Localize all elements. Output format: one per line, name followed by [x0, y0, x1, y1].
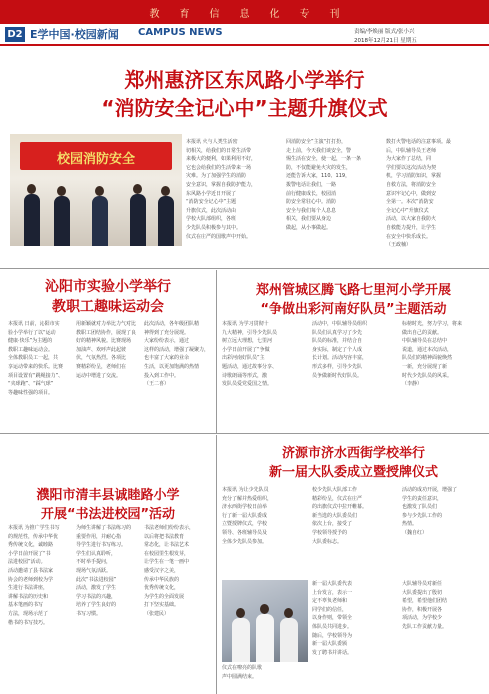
- text-line: 项目设置有“跳绳接力”、: [8, 372, 64, 379]
- article3-column-2: [312, 320, 394, 430]
- text-line: 自救方法，将消防安全: [386, 181, 437, 188]
- text-line: 用新颖就对力举比力气对比: [76, 321, 137, 327]
- text-line: 在安全中快乐成长。: [386, 233, 432, 240]
- article3-headline-line1: 郑州管城区腾飞路七里河小学开展: [255, 283, 451, 298]
- article4-headline-line1: 濮阳市清丰县诚睦路小学: [36, 488, 180, 503]
- text-line: 生进行书法讲座，: [8, 585, 49, 592]
- text-line: 教职工团结协作，展现了良: [76, 329, 137, 336]
- page-number-badge: D2: [5, 27, 25, 42]
- issue-date: 2018年12月21日 星期五: [354, 38, 417, 44]
- divider: [216, 270, 217, 433]
- text-line: 大队委提出了殷切: [402, 589, 443, 596]
- person-figure: [92, 196, 108, 246]
- text-line: （李静）: [402, 381, 423, 388]
- article5-column-5: [402, 580, 484, 692]
- text-line: 运动中增进了交流。: [76, 372, 122, 379]
- text-line: 相关，我们要从身边: [286, 216, 332, 223]
- article2-column-1: [8, 320, 72, 430]
- text-line: 小学日前开展了“书: [8, 550, 51, 557]
- text-line: 声中圆满结束。: [222, 673, 258, 680]
- text-line: 新当选的大队委员们: [312, 512, 358, 519]
- text-line: 安全与我们每个人息息: [286, 207, 337, 214]
- text-line: 队员们的精神面貌焕然: [402, 355, 453, 362]
- text-line: 书法老师们纷纷表示，: [144, 525, 195, 531]
- article5-column-6: [222, 664, 308, 692]
- text-line: 队员们认真学习了少先: [312, 329, 363, 336]
- article2-headline-line1: 沁阳市实验小学举行: [45, 279, 171, 295]
- text-line: 标榜时光，努力学习，将来: [402, 321, 463, 327]
- article5-headline-line1: 济源市济水西街学校举行: [281, 446, 425, 461]
- text-line: 教职工趣味运动会。: [8, 346, 54, 353]
- text-line: 惕生活在安全，使一起，一条一条: [286, 156, 362, 163]
- text-line: 一新，充分展现了新: [402, 363, 448, 370]
- article2-headline-line2: 教职工趣味运动会: [52, 299, 164, 315]
- text-line: 走上前，今天我们谈安全，警: [286, 147, 352, 154]
- article3-column-1: [222, 320, 304, 430]
- text-line: 来极大的便利，如果利用不好，: [186, 156, 257, 163]
- text-line: 讲解书法的历史和: [8, 593, 49, 600]
- text-line: 形式多样，引导少先队: [312, 363, 363, 370]
- text-line: 本报讯 火与人类生活密: [186, 139, 238, 145]
- text-line: 时代少先队员的风采。: [402, 372, 453, 379]
- text-line: 感受汉字之美，: [144, 567, 180, 574]
- fire-safety-banner: [20, 142, 172, 170]
- divider: [216, 435, 217, 694]
- text-line: 协会的老师到校为学: [8, 576, 54, 583]
- text-line: 学校大队部组织，各班: [186, 216, 237, 223]
- text-line: 出彩河南好队员”主: [222, 355, 265, 362]
- article5-photo: [222, 580, 308, 662]
- text-line: 队员的标准，并结合自: [312, 338, 363, 345]
- article5-column-3: [402, 486, 484, 578]
- text-line: 也丰富了大家的业余: [144, 355, 190, 362]
- text-line: 法进校园”活动。: [8, 559, 46, 566]
- text-line: 学校领导授予的: [312, 529, 348, 536]
- article5-headline-line2: 新一届大队委成立暨授牌仪式: [268, 465, 438, 480]
- text-line: 为师生讲解了书法练习的: [76, 525, 132, 531]
- text-line: 项活动，为学校少: [402, 615, 443, 622]
- text-line: 此次“书法进校园”: [76, 576, 117, 583]
- article3-column-3: [402, 320, 484, 430]
- student-figure: [256, 614, 274, 662]
- text-line: 健康·快乐”为主题的: [8, 338, 53, 345]
- text-line: 前行健康成长，校园消: [286, 190, 337, 197]
- text-line: 本报讯 为让少先队员: [222, 487, 269, 493]
- text-line: 意识牢记心中，做到安: [386, 190, 437, 197]
- text-line: 方法，现场示范了: [8, 610, 49, 617]
- text-line: 自救能力提升，让学生: [386, 224, 437, 231]
- text-line: 依次上台，接受了: [312, 521, 353, 528]
- text-line: 全体少先队员参加。: [222, 538, 268, 545]
- text-line: 说道，通过本次活动，: [402, 346, 453, 353]
- text-line: 精彩纷呈，仪式在庄严: [312, 495, 363, 502]
- text-line: 充分了解并热爱组织，: [222, 495, 273, 502]
- text-line: 切相关，给我们的日常生活带: [186, 147, 252, 154]
- text-line: 不时举手提问，: [76, 559, 112, 566]
- text-line: 本报讯 为学习贯彻十: [222, 321, 269, 327]
- article4-headline-line2: 开展“书法进校园”活动: [40, 507, 176, 522]
- text-line: （张建民）: [144, 610, 170, 617]
- student-figure: [280, 618, 298, 662]
- text-line: 发队员爱党爱国之情。: [222, 381, 273, 388]
- article1-headline-line2: “消防安全记心中”主题升旗仪式: [101, 96, 388, 120]
- text-line: 还能告诉大家，110、119，: [286, 173, 351, 180]
- text-line: 体队员共同进步。: [312, 623, 353, 630]
- text-line: （王政楠）: [386, 242, 412, 249]
- text-line: 全体教职员工一起，共: [8, 355, 59, 362]
- text-line: 学习书法的兴趣，: [76, 593, 117, 600]
- text-line: 同学们的信任，: [312, 606, 348, 613]
- text-line: “消防安全记心中”主题: [186, 199, 237, 206]
- text-line: 的出旗仪式中拉开帷幕。: [312, 504, 368, 511]
- text-line: 防安全常驻心中。消防: [286, 199, 337, 206]
- article4-column-3: [144, 524, 212, 692]
- text-line: 让学生在一笔一画中: [144, 559, 190, 566]
- text-line: 拨警电话让我们，一路: [286, 181, 337, 188]
- text-line: 后，中队辅导员王老师: [386, 147, 437, 154]
- text-line: 学们要以这次活动为契: [386, 164, 437, 171]
- text-line: 学生们认真聆听，: [76, 550, 117, 557]
- text-line: 享运动带来的快乐。比赛: [8, 363, 64, 370]
- divider: [0, 433, 489, 434]
- text-line: 题活动，通过故事分享、: [222, 363, 278, 370]
- student-figure: [232, 618, 250, 662]
- article2-column-3: [144, 320, 212, 430]
- divider: [0, 268, 489, 269]
- text-line: 希望，希望他们团结: [402, 598, 448, 605]
- text-line: 活动，以大家自我防火: [386, 216, 437, 223]
- text-line: 长计划。活动内容丰富，: [312, 355, 368, 362]
- text-line: 做出自己的贡献。: [402, 329, 443, 336]
- article1-photo: [10, 134, 182, 246]
- text-line: 为学生的全面发展: [144, 593, 185, 600]
- text-line: 大家纷纷表示，通过: [144, 338, 190, 345]
- text-line: 灾难。为了加强学生的消防: [186, 173, 247, 180]
- text-line: 学生的责任意识，: [402, 495, 443, 502]
- text-line: 秀传统文化，诚睦路: [8, 542, 54, 549]
- article5-column-4: [312, 580, 394, 692]
- text-line: 大队委标志。: [312, 538, 343, 545]
- article1-column-1: [186, 138, 276, 263]
- text-line: 加油声、欢呼声此起彼: [76, 346, 127, 353]
- text-line: 行了新一届大队委成: [222, 512, 268, 519]
- text-line: 神得到了充分展现。: [144, 329, 190, 336]
- article4-column-2: [76, 524, 140, 692]
- text-line: 机，学习消防知识，掌握: [386, 173, 442, 180]
- text-line: 仪式在庄严的国歌声中开始。: [186, 233, 252, 240]
- text-line: 防，不仅能避免火灾的发生，: [286, 164, 352, 171]
- text-line: 活动，激发了学生: [76, 585, 117, 592]
- article4-column-1: [8, 524, 72, 692]
- text-line: 全记心中”升旗仪式: [386, 207, 429, 214]
- person-figure: [130, 194, 146, 246]
- text-line: 热情。: [402, 521, 418, 528]
- text-line: 生活，以更加饱满的热情: [144, 363, 200, 370]
- article1-column-2: [286, 138, 376, 263]
- text-line: 投入到工作中。: [144, 372, 180, 379]
- text-line: 在校园里生根发芽，: [144, 550, 190, 557]
- top-strip: [0, 0, 489, 24]
- text-line: 此次活动，各年级团队精: [144, 321, 200, 327]
- text-line: （魏自红）: [402, 529, 428, 536]
- text-line: 新一届大队委代表: [312, 581, 353, 587]
- text-line: 传承中华民族的: [144, 576, 180, 583]
- text-line: 先队工作贡献力量。: [402, 623, 448, 630]
- text-line: 小学日前开展了“争做: [222, 346, 270, 353]
- text-line: 好的精神风貌。比赛现场: [76, 338, 132, 345]
- text-line: 打下坚实基础。: [144, 602, 180, 609]
- text-line: 参与少先队工作的: [402, 512, 443, 519]
- article1-headline-line1: 郑州惠济区东风路小学举行: [124, 68, 365, 92]
- text-line: 的规范性，传承中华优: [8, 533, 59, 540]
- person-figure: [54, 196, 70, 246]
- text-line: 中队辅导员在总结中: [402, 338, 448, 345]
- section-title: E学中国·校园新闻: [30, 28, 119, 41]
- article1-column-3: [386, 138, 478, 263]
- text-line: 也激发了队员们: [402, 504, 438, 511]
- text-line: 活动邀请了县书法家: [8, 567, 54, 574]
- section-title-en: CAMPUS NEWS: [138, 27, 223, 38]
- text-line: 发了聘书并讲话。: [312, 649, 353, 656]
- banner-text: 校园消防安全: [56, 152, 135, 167]
- text-line: 常态化，让书法艺术: [144, 542, 190, 549]
- text-line: 九大精神，引导少先队员: [222, 329, 278, 336]
- text-line: 培养了学生良好的: [76, 602, 117, 609]
- text-line: 树立远大理想，七里河: [222, 338, 273, 345]
- text-line: 定不辜负老师和: [312, 598, 348, 605]
- text-line: 全第一。本次“消防安: [386, 199, 434, 206]
- text-line: 为大家作了总结，同: [386, 156, 432, 163]
- text-line: 基本笔画的书写: [8, 602, 44, 609]
- text-line: 身实际，制定了个人成: [312, 346, 363, 353]
- text-line: 领导、各班辅导员及: [222, 529, 268, 536]
- text-line: 等趣味性强的项目。: [8, 389, 54, 396]
- text-line: 这样的活动，增强了凝聚力，: [144, 346, 210, 353]
- text-line: 验小学举行了以“运动: [8, 329, 56, 336]
- text-line: 诗歌朗诵等形式，激: [222, 372, 268, 379]
- text-line: 新一届大队委颁: [312, 641, 348, 648]
- text-line: 随后，学校领导为: [312, 632, 353, 639]
- text-line: 书写习惯。: [76, 610, 102, 617]
- article5-column-2: [312, 486, 394, 578]
- text-line: 以后将把书法教育: [144, 533, 185, 540]
- text-line: 升旗仪式，此次活动由: [186, 207, 237, 214]
- text-line: 东风路小学近日开展了: [186, 190, 237, 197]
- article2-column-2: [76, 320, 140, 430]
- text-line: 重要作用，并耐心指: [76, 533, 122, 540]
- article5-column-1: [222, 486, 304, 578]
- text-line: 协作，积极开展各: [402, 606, 443, 613]
- article3-headline-line2: “争做出彩河南好队员”主题活动: [260, 302, 447, 317]
- editor-credit: 责编/李焕丽 版式/张小兴: [354, 29, 415, 35]
- text-line: 导学生进行书写练习。: [76, 542, 127, 549]
- text-line: 安全意识，掌握自我防护能力，: [186, 181, 257, 188]
- text-line: 楷书的书写技巧。: [8, 619, 49, 626]
- text-line: 伏，气氛热烈。各项比: [76, 355, 127, 362]
- text-line: 以身作则，带领全: [312, 615, 353, 622]
- text-line: 本报讯 为推广学生书写: [8, 525, 60, 531]
- header-motto: 教育信息化专刊: [149, 8, 360, 20]
- text-line: 上台发言，表示一: [312, 589, 353, 596]
- text-line: 少先队员积极参与其中。: [186, 224, 242, 231]
- text-line: 赛精彩纷呈，老师们在: [76, 363, 127, 370]
- text-line: 仪式在嘹亮的队歌: [222, 665, 263, 671]
- text-line: 数打火警电话的注意事项。最: [386, 139, 452, 145]
- person-figure: [24, 194, 40, 246]
- text-line: 校少先队大队部工作: [312, 487, 358, 493]
- text-line: “夹球跑”、“踩气球”: [8, 381, 54, 388]
- text-line: 本报讯 日前，沁阳市实: [8, 321, 60, 327]
- text-line: 回消防安全”主演“打打扮，: [286, 139, 347, 145]
- text-line: 活动中，中队辅导员组织: [312, 321, 368, 327]
- text-line: 活动的成功开展，增强了: [402, 487, 458, 493]
- person-figure: [158, 196, 174, 246]
- text-line: 济水西街学校日前举: [222, 504, 268, 511]
- text-line: 它也会给我们的生活带来一场: [186, 164, 252, 171]
- text-line: 大队辅导员对新任: [402, 581, 443, 587]
- text-line: 做起，从小事做起。: [286, 224, 332, 231]
- text-line: 优秀传统文化，: [144, 585, 180, 592]
- text-line: （王二喜）: [144, 381, 170, 388]
- text-line: 立暨授牌仪式，学校: [222, 521, 268, 528]
- text-line: 现场气氛活跃。: [76, 567, 112, 574]
- text-line: 员争做新时代好队员。: [312, 372, 363, 379]
